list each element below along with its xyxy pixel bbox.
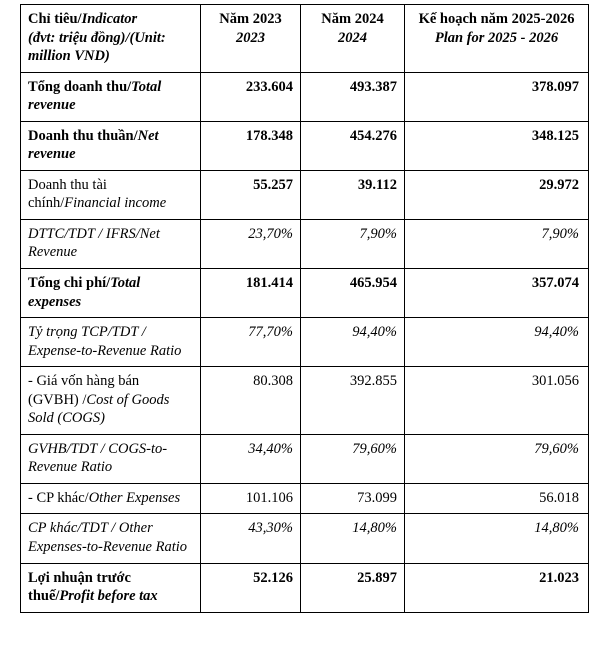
column-header-plan-en: Plan for 2025 - 2026 (434, 29, 559, 46)
row-label-en: Total revenue (28, 78, 162, 114)
cell-2023: 77,70% (201, 318, 301, 367)
table-row (21, 434, 589, 483)
row-label-vn: - CP khác/ (28, 489, 89, 506)
row-label-cogs-ratio (21, 434, 201, 483)
table-row (21, 72, 589, 121)
cell-2024: 493.387 (301, 72, 405, 121)
cell-plan: 29.972 (405, 170, 589, 219)
cell-plan: 79,60% (405, 434, 589, 483)
row-label-other-expenses-ratio (21, 514, 201, 563)
row-label-vn: Doanh thu tài chính/ (28, 176, 107, 212)
row-label-other-expenses (21, 483, 201, 514)
cell-plan: 21.023 (405, 563, 589, 612)
cell-plan: 94,40% (405, 318, 589, 367)
cell-plan: 378.097 (405, 72, 589, 121)
cell-plan: 14,80% (405, 514, 589, 563)
table-row (21, 563, 589, 612)
table-row (21, 170, 589, 219)
cell-2023: 34,40% (201, 434, 301, 483)
row-label-cogs (21, 367, 201, 435)
row-label-vn: Tổng doanh thu/ (28, 78, 132, 95)
row-label-profit-before-tax (21, 563, 201, 612)
cell-plan: 7,90% (405, 219, 589, 268)
document-page (0, 4, 608, 651)
column-header-plan-vn: Kế hoạch năm 2025-2026 (418, 11, 575, 27)
row-label-en: Tỷ trọng TCP/TDT / Expense-to-Revenue Ratio (28, 324, 182, 359)
table-row (21, 269, 589, 318)
cell-2023: 43,30% (201, 514, 301, 563)
column-header-2024-vn: Năm 2024 (321, 11, 384, 27)
cell-2024: 465.954 (301, 269, 405, 318)
cell-2023: 181.414 (201, 269, 301, 318)
cell-2023: 52.126 (201, 563, 301, 612)
cell-2024: 25.897 (301, 563, 405, 612)
row-label-total-revenue (21, 72, 201, 121)
table-row (21, 514, 589, 563)
row-label-vn: Tổng chi phí/ (28, 275, 111, 292)
row-label-en: Profit before tax (59, 588, 158, 605)
cell-plan: 357.074 (405, 269, 589, 318)
column-header-2024-en: 2024 (338, 29, 367, 46)
column-header-2023-en: 2023 (236, 29, 265, 46)
cell-2024: 392.855 (301, 367, 405, 435)
table-row (21, 483, 589, 514)
row-label-en: GVHB/TDT / COGS-to-Revenue Ratio (28, 440, 168, 476)
table-header-row (21, 5, 589, 73)
column-header-indicator-unit: (đvt: triệu đồng)/(Unit: million VND) (28, 29, 166, 65)
cell-2024: 79,60% (301, 434, 405, 483)
table-header (21, 5, 589, 73)
row-label-en: CP khác/TDT / Other Expenses-to-Revenue Ratio (28, 520, 188, 556)
cell-2023: 23,70% (201, 219, 301, 268)
financial-indicators-table (20, 4, 589, 613)
table-row (21, 121, 589, 170)
cell-2024: 39.112 (301, 170, 405, 219)
cell-2023: 55.257 (201, 170, 301, 219)
row-label-total-expenses (21, 269, 201, 318)
column-header-2024 (301, 5, 405, 73)
table-row (21, 219, 589, 268)
row-label-financial-income (21, 170, 201, 219)
column-header-2023-vn: Năm 2023 (219, 11, 282, 27)
cell-2023: 178.348 (201, 121, 301, 170)
row-label-en: Other Expenses (88, 489, 181, 506)
row-label-financial-income-ratio (21, 219, 201, 268)
cell-2024: 454.276 (301, 121, 405, 170)
cell-2023: 233.604 (201, 72, 301, 121)
cell-2024: 73.099 (301, 483, 405, 514)
row-label-en: Financial income (64, 195, 167, 212)
cell-2024: 14,80% (301, 514, 405, 563)
column-header-2023 (201, 5, 301, 73)
row-label-net-revenue (21, 121, 201, 170)
column-header-plan (405, 5, 589, 73)
row-label-vn: Doanh thu thuần/ (28, 127, 138, 144)
row-label-en: Total expenses (28, 275, 141, 310)
row-label-vn: Lợi nhuận trước thuế/ (28, 569, 131, 605)
column-header-indicator (21, 5, 201, 73)
cell-plan: 56.018 (405, 483, 589, 514)
table-row (21, 318, 589, 367)
row-label-en: DTTC/TDT / IFRS/Net Revenue (28, 225, 160, 261)
cell-plan: 301.056 (405, 367, 589, 435)
cell-2024: 94,40% (301, 318, 405, 367)
row-label-en: Cost of Goods Sold (COGS) (28, 391, 170, 427)
column-header-indicator-en: Indicator (81, 11, 138, 27)
row-label-vn: - Giá vốn hàng bán (GVBH) / (28, 373, 140, 408)
cell-2023: 101.106 (201, 483, 301, 514)
cell-plan: 348.125 (405, 121, 589, 170)
cell-2023: 80.308 (201, 367, 301, 435)
column-header-indicator-vn: Chỉ tiêu/ (28, 11, 82, 27)
table-body (21, 72, 589, 612)
row-label-expense-to-revenue-ratio (21, 318, 201, 367)
row-label-en: Net revenue (28, 127, 159, 163)
cell-2024: 7,90% (301, 219, 405, 268)
table-row (21, 367, 589, 435)
